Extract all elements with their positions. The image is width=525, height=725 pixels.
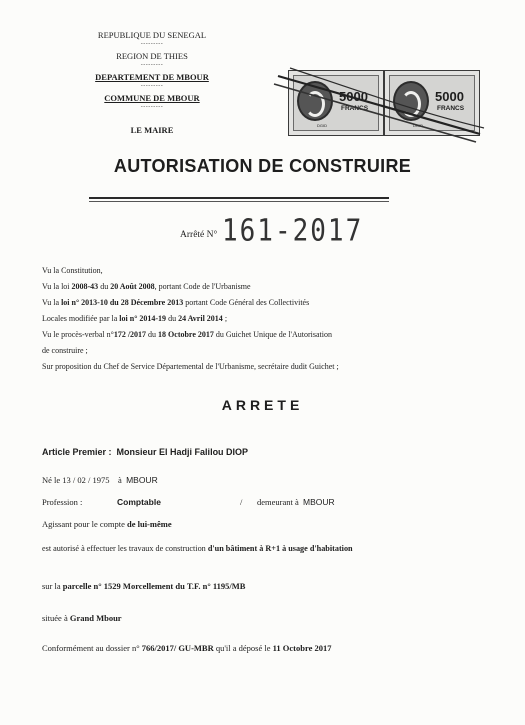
article-line [42, 447, 248, 457]
consideration-line: de construire ; [42, 346, 88, 355]
arrete-label: Arrêté N° [180, 230, 218, 240]
consideration-line: Sur proposition du Chef de Service Départemental de l'Urbanisme, secrétaire dudit Guichet ; [42, 362, 339, 371]
dossier-date: 11 Octobre 2017 [272, 643, 332, 653]
consideration-line: Locales modifiée par la loi n° 2014-19 du 24 Avril 2014 ; [42, 314, 228, 323]
location-line: située à Grand Mbour [42, 613, 122, 623]
stamp-value: 5000 [339, 89, 368, 104]
region-name: REGION DE THIES [116, 51, 188, 61]
document-title: AUTORISATION DE CONSTRUIRE [113, 156, 412, 176]
consideration-line: Vu le procès-verbal n°172 /2017 du 18 Octobre 2017 du Guichet Unique de l'Autorisation [42, 330, 332, 339]
authority-name: LE MAIRE [130, 125, 174, 135]
acting-line: Agissant pour le compte de lui-même [42, 519, 172, 529]
stamp-code: DGID [413, 123, 423, 128]
birth-date: 13 / 02 / 1975 [62, 475, 110, 485]
stamp-currency: FRANCS [437, 105, 465, 112]
arrete-number: 161-2017 [222, 214, 364, 249]
consideration-line: Vu la Constitution, [42, 266, 103, 275]
beneficiary-name: Monsieur El Hadji Falilou DIOP [116, 447, 249, 457]
title-rule [89, 201, 389, 202]
stamp-value: 5000 [435, 89, 464, 104]
dossier-line: Conformément au dossier n° 766/2017/ GU-MBR qu'il a déposé le 11 Octobre 2017 [42, 643, 332, 653]
title-rule [89, 197, 389, 199]
stamp-currency: FRANCS [341, 105, 369, 112]
stamp-cancellation-marks [270, 58, 490, 148]
consideration-line: Vu la loi n° 2013-10 du 28 Décembre 2013 portant Code Général des Collectivités [42, 298, 310, 307]
parcel-line: sur la parcelle n° 1529 Morcellement du T.F. n° 1195/MB [42, 581, 246, 591]
residence-line: demeurant à MBOUR [257, 497, 335, 507]
article-label: Article Premier : [42, 447, 112, 457]
authorization-line: est autorisé à effectuer les travaux de construction d'un bâtiment à R+1 à usage d'habitation [42, 544, 353, 553]
decision-heading: ARRETE [221, 397, 304, 413]
header-separator: --------- [140, 83, 164, 89]
birth-line: Né le 13 / 02 / 1975 à MBOUR [42, 475, 158, 485]
commune-name: COMMUNE DE MBOUR [104, 93, 200, 103]
consideration-line: Vu la loi 2008-43 du 20 Août 2008, portant Code de l'Urbanisme [42, 282, 251, 291]
profession-value: Comptable [117, 497, 161, 507]
separator-slash: / [240, 497, 243, 507]
birth-place: MBOUR [126, 475, 158, 485]
header-separator: --------- [140, 62, 164, 68]
profession-label: Profession : [42, 497, 83, 507]
header-separator: --------- [140, 41, 164, 47]
header-separator: --------- [140, 104, 164, 110]
location-value: Grand Mbour [69, 613, 122, 623]
acting-for: de lui-même [126, 519, 172, 529]
residence-value: MBOUR [303, 497, 335, 507]
department-name: DEPARTEMENT DE MBOUR [95, 72, 209, 82]
country-name: REPUBLIQUE DU SENEGAL [97, 30, 207, 40]
dossier-number: 766/2017/ GU-MBR [141, 643, 214, 653]
stamp-code: DGID [317, 123, 327, 128]
